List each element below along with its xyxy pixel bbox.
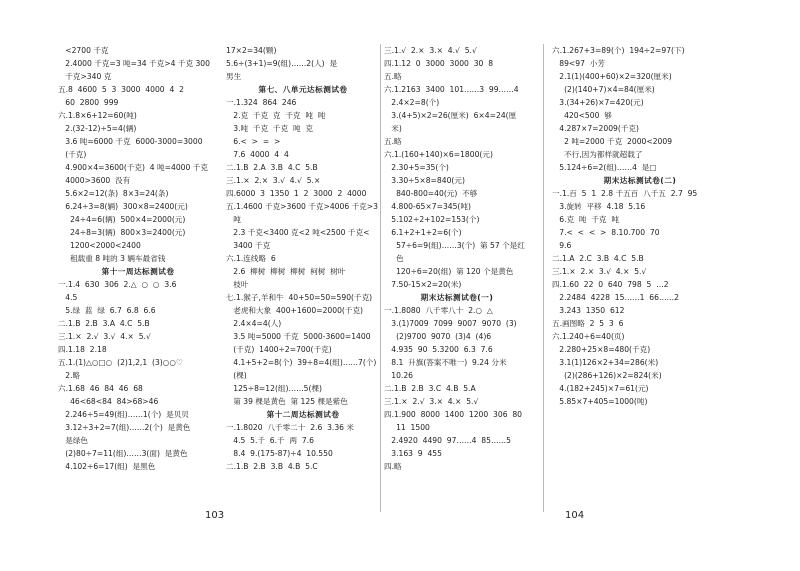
answer-line: 五.8 4600 5 3 3000 4000 4 2: [58, 85, 184, 94]
answer-line: 五.画图略 2 5 3 6: [552, 319, 624, 328]
answer-line: 二.1.B 2.A 3.B 4.C 5.B: [226, 163, 318, 172]
answer-line: 男生: [226, 72, 242, 81]
section-heading: 第十二周达标测试卷: [266, 410, 340, 419]
answer-line: 10.26: [384, 371, 413, 380]
answer-line: 4.5: [58, 293, 78, 302]
answer-line: 一.1.324 864 246: [226, 98, 297, 107]
answer-line: <2700 千克: [58, 46, 109, 55]
answer-line: 五.1.4600 千克>3600 千克>4006 千克>3: [226, 202, 378, 211]
answer-line: 5.124÷6=2(组)……4 是□: [552, 163, 657, 172]
answer-line: 57÷6=9(组)……3(个) 第 57 个是红: [384, 241, 525, 250]
answer-line: 4.1+5+2=8(个) 39÷8=4(组)……7(个): [226, 358, 377, 367]
answer-line: 125÷8=12(组)……5(棵): [226, 384, 323, 393]
answer-line: 老虎和大象 400+1600=2000(千克): [226, 306, 364, 315]
answer-line: 四.6000 3 1350 1 2 3000 2 4000: [226, 189, 367, 198]
answer-line: 六.1.连线略 6: [226, 254, 276, 263]
answer-column-2: [226, 44, 380, 473]
section-heading: 第十一周达标测试卷: [101, 267, 175, 276]
answer-line: 一.1.4 630 306 2.△ ○ ○ 3.6: [58, 280, 177, 289]
answer-line: 3.旋转 平移 4.18 5.16: [552, 202, 646, 211]
page-divider: [543, 44, 544, 512]
answer-line: 枝叶: [226, 280, 249, 289]
answer-line: 色: [384, 254, 404, 263]
answer-line: 17×2=34(颗): [226, 46, 277, 55]
answer-line: 一.1.百 5 1 2.8 千五百 八千五 2.7 95: [552, 189, 698, 198]
answer-line: 二.1.B 2.B 3.A 4.C 5.B: [58, 319, 150, 328]
page-number-left: 103: [205, 510, 225, 521]
answer-line: 7.50-15×2=20(米): [384, 280, 462, 289]
answer-line: 一.1.8080 八千零八十 2.○ △: [384, 306, 493, 315]
answer-line: (2)(286+126)×2=824(米): [552, 371, 662, 380]
answer-line: 五.1.(1)△○□○ (2)1,2,1 (3)○○♡: [58, 358, 183, 367]
answer-line: 2.280+25×8=480(千克): [552, 345, 651, 354]
answer-line: 吨: [226, 215, 241, 224]
answer-line: 2.3 千克<3400 克<2 吨<2500 千克<: [226, 228, 370, 237]
answer-line: 2 吨=2000 千克 2000<2009: [552, 137, 673, 146]
answer-line: 一.1.8020 八千零二十 2.6 3.36 米: [226, 423, 355, 432]
answer-line: 租载重 8 吨的 3 辆车最省钱: [58, 254, 166, 263]
answer-line: 24÷4=6(辆) 500×4=2000(元): [58, 215, 186, 224]
answer-line: 四.1.18 2.18: [58, 345, 107, 354]
answer-line: 3.5 吨=5000 千克 5000-3600=1400: [226, 332, 371, 341]
answer-line: 2.4×2=8(个): [384, 98, 440, 107]
answer-line: 2.(32-12)÷5=4(辆): [58, 124, 137, 133]
answer-line: 三.1.× 2.× 3.√ 4.× 5.√: [552, 267, 647, 276]
section-heading: 期末达标测试卷(一): [420, 293, 494, 302]
answer-line: 2.4000 千克=3 吨=34 千克>4 千克 300: [58, 59, 210, 68]
answer-line: 60 2800 999: [58, 98, 119, 107]
answer-line: 4.(182+245)×7=61(元): [552, 384, 649, 393]
answer-column-3: [384, 44, 530, 473]
answer-line: 420<500 够: [552, 111, 612, 120]
answer-line: 3.(1)7009 7099 9007 9070 (3): [384, 319, 517, 328]
answer-line: 六.1.68 46 84 46 68: [58, 384, 143, 393]
answer-line: 二.1.B 2.B 3.C 4.B 5.A: [384, 384, 476, 393]
answer-line: 2.6 柳树 柳树 柳树 柯树 树叶: [226, 267, 346, 276]
answer-line: 4.5 5.千 6.千 两 7.6: [226, 436, 314, 445]
answer-line: 4.102÷6=17(组) 是黑色: [58, 462, 156, 471]
answer-line: 四.1.60 22 0 640 798 5 …2: [552, 280, 669, 289]
answer-line: 六.1.2163 3400 101……3 99……4: [384, 85, 519, 94]
answer-line: 五.略: [384, 72, 402, 81]
answer-line: 5.6×2=12(条) 8×3=24(条): [58, 189, 169, 198]
answer-line: 3.吨 千克 千克 吨 克: [226, 124, 313, 133]
answer-line: 三.1.× 2.× 3.√ 4.√ 5.×: [226, 176, 321, 185]
answer-line: 4.800-65×7=345(吨): [384, 202, 471, 211]
section-heading: 第七、八单元达标测试卷: [258, 85, 348, 94]
answer-line: 六.1.8×6+12=60(吨): [58, 111, 137, 120]
answer-line: 24÷8=3(辆) 800×3=2400(元): [58, 228, 186, 237]
answer-line: 8.4 9.(175-87)÷4 10.550: [226, 449, 333, 458]
answer-line: (2)9700 9070 (3)4 (4)6: [384, 332, 492, 341]
column-divider: [380, 44, 381, 512]
answer-line: 3.(4+5)×2=26(厘米) 6×4=24(厘: [384, 111, 517, 120]
answer-line: (棵): [226, 371, 247, 380]
answer-line: 4.900×4=3600(千克) 4 吨=4000 千克: [58, 163, 208, 172]
answer-line: 不行,因为都样就超载了: [552, 150, 643, 159]
answer-line: 是绿色: [58, 436, 89, 445]
answer-line: 2.克 千克 克 千克 吨 吨: [226, 111, 326, 120]
answer-line: 8.1 升旗(答案不唯一) 9.24 分米: [384, 358, 507, 367]
answer-line: 5.102÷2+102=153(个): [384, 215, 480, 224]
answer-line: 第 39 棵是黄色 第 125 棵是紫色: [226, 397, 348, 406]
answer-line: 二.1.B 2.B 3.B 4.B 5.C: [226, 462, 318, 471]
answer-line: 四.1.12 0 3000 3000 30 8: [384, 59, 494, 68]
answer-line: 四.略: [384, 462, 402, 471]
answer-line: 5.绿 蓝 绿 6.7 6.8 6.6: [58, 306, 156, 315]
answer-line: (千克) 1400÷2=700(千克): [226, 345, 332, 354]
answer-line: 2.1(1)(400+60)×2=320(厘米): [552, 72, 672, 81]
answer-line: 11 1500: [384, 423, 430, 432]
answer-line: 3400 千克: [226, 241, 271, 250]
answer-line: 5.85×7+405=1000(吨): [552, 397, 648, 406]
answer-line: 2.4920 4490 97……4 85……5: [384, 436, 511, 445]
answer-line: 三.1.× 2.√ 3.× 4.× 5.√: [384, 397, 479, 406]
answer-line: 4000>3600 没有: [58, 176, 131, 185]
answer-line: 三.1.√ 2.× 3.× 4.√ 5.√: [384, 46, 477, 55]
answer-line: 6.1+2+1+2=6(个): [384, 228, 462, 237]
answer-line: 3.30÷5×8=840(元): [384, 176, 465, 185]
answer-line: 六.1.267+3=89(个) 194÷2=97(下): [552, 46, 685, 55]
answer-line: 3.1(1)126×2+34=286(米): [552, 358, 659, 367]
answer-line: 2.4×4=4(人): [226, 319, 282, 328]
answer-line: (2)80÷7=11(组)……3(面) 是黄色: [58, 449, 188, 458]
answer-column-4: [552, 44, 728, 408]
answer-line: 米): [384, 124, 402, 133]
page-number-right: 104: [565, 510, 585, 521]
answer-line: 三.1.× 2.√ 3.√ 4.× 5.√: [58, 332, 151, 341]
answer-line: 3.243 1350 612: [552, 306, 625, 315]
answer-line: 89<97 小芳: [552, 59, 605, 68]
answer-line: 七.1.猴子,羊和牛 40+50=50=590(千克): [226, 293, 373, 302]
answer-line: 46<68<84 84>68>46: [58, 397, 159, 406]
answer-line: 120÷6=20(组) 第 120 个是黄色: [384, 267, 514, 276]
answer-line: 840-800=40(元) 不够: [384, 189, 478, 198]
answer-line: 3.(34+26)×7=420(元): [552, 98, 644, 107]
answer-line: 9.6: [552, 241, 572, 250]
answer-line: 3.6 吨=6000 千克 6000-3000=3000: [58, 137, 203, 146]
answer-line: 5.6÷(3+1)=9(组)……2(人) 是: [226, 59, 338, 68]
answer-line: 7.6 4000 4 4: [226, 150, 289, 159]
answer-line: 二.1.A 2.C 3.B 4.C 5.B: [552, 254, 644, 263]
answer-line: 2.246÷5=49(组)……1(个) 是贝贝: [58, 410, 189, 419]
answer-line: 3.163 9 455: [384, 449, 442, 458]
answer-line: 六.1.(160+140)×6=1800(元): [384, 150, 493, 159]
answer-line: 7.< < < > 8.10.700 70: [552, 228, 660, 237]
answer-line: 四.1.900 8000 1400 1200 306 80: [384, 410, 523, 419]
answer-line: 千克>340 克: [58, 72, 112, 81]
answer-line: 1200<2000<2400: [58, 241, 141, 250]
answer-line: (千克): [58, 150, 87, 159]
section-heading: 期末达标测试卷(二): [603, 176, 677, 185]
answer-line: 2.30+5=35(个): [384, 163, 449, 172]
answer-line: 4.287×7=2009(千克): [552, 124, 639, 133]
answer-line: 2.略: [58, 371, 81, 380]
answer-line: 3.12÷3+2=7(组)……2(个) 是黄色: [58, 423, 191, 432]
answer-line: 6.克 吨 千克 吨: [552, 215, 619, 224]
answer-line: 五.略: [384, 137, 402, 146]
answer-line: 6.24÷3=8(辆) 300×8=2400(元): [58, 202, 188, 211]
answer-column-1: [58, 44, 218, 473]
answer-line: 2.2484 4228 15……1 66……2: [552, 293, 679, 302]
answer-line: 4.935 90 5.3200 6.3 7.6: [384, 345, 493, 354]
answer-line: 6.< > = >: [226, 137, 281, 146]
answer-line: 六.1.240÷6=40(页): [552, 332, 625, 341]
answer-line: (2)(140+7)×4=84(厘米): [552, 85, 655, 94]
